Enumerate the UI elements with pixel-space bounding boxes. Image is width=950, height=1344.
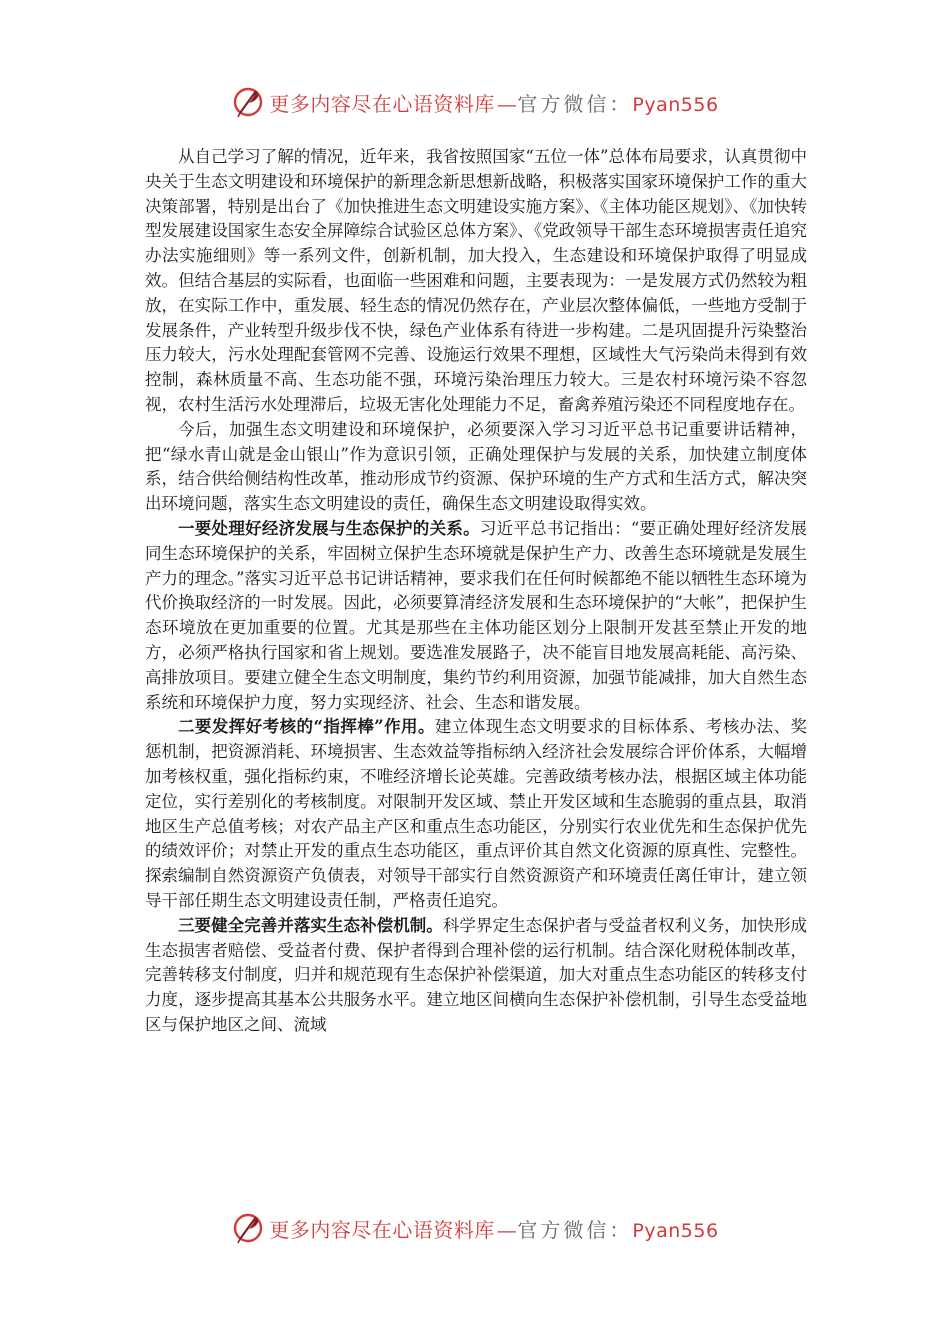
quill-logo-icon bbox=[231, 85, 265, 119]
banner-id: Pyan556 bbox=[632, 93, 719, 116]
paragraph-4-text: 建立体现生态文明要求的目标体系、考核办法、奖惩机制，把资源消耗、环境损害、生态效益等指标纳入经济社会发展综合评价体系，大幅增加考核权重，强化指标约束，不唯经济增长论英雄。完善政绩考核办法，根据区域主体功能定位，实行差别化的考核制度。对限制开发区域、禁止开发区域和生态脆弱的重点县，取消地区生产总值考核；对农产品主产区和重点生态功能区，分别实行农业优先和生态保护优先的绩效评价；对禁止开发的重点生态功能区，重点评价其自然文化资源的原真性、完整性。探索编制自然资源资产负债表，对领导干部实行自然资源资产和环境责任离任审计，建立领导干部任期生态文明建设责任制，严格责任追究。 bbox=[145, 717, 808, 910]
banner-text bbox=[269, 88, 718, 117]
paragraph-4 bbox=[145, 715, 807, 913]
paragraph-5-heading: 三要健全完善并落实生态补偿机制。 bbox=[178, 915, 443, 935]
paragraph-3-text: 习近平总书记指出：“要正确处理好经济发展同生态环境保护的关系，牢固树立保护生态环境就是保护生产力、改善生态环境就是发展生产力的理念。”落实习近平总书记讲话精神，要求我们在任何时候都绝不能以牺牲生态环境为代价换取经济的一时发展。因此，必须要算清经济发展和生态环境保护的“大帐”，把保护生态环境放在更加重要的位置。尤其是那些在主体功能区划分上限制开发甚至禁止开发的地方，必须严格执行国家和省上规划。要选准发展路子，决不能盲目地发展高耗能、高污染、高排放项目。要建立健全生态文明制度，集约节约利用资源，加强节能减排，加大自然生态系统和环境保护力度，努力实现经济、社会、生态和谐发展。 bbox=[145, 518, 808, 712]
banner-separator: — bbox=[496, 91, 518, 116]
paragraph-1 bbox=[145, 145, 807, 418]
banner-brand: 更多内容尽在心语资料库 bbox=[269, 91, 495, 116]
banner-id: Pyan556 bbox=[632, 1219, 719, 1242]
footer-watermark bbox=[0, 1208, 950, 1248]
banner-separator: — bbox=[496, 1217, 518, 1242]
paragraph-2-text: 今后，加强生态文明建设和环境保护，必须要深入学习习近平总书记重要讲话精神，把“绿水青山就是金山银山”作为意识引领，正确处理保护与发展的关系，加快建立制度体系，结合供给侧结构性改革，推动形成节约资源、保护环境的生产方式和生活方式，解决突出环境问题，落实生态文明建设的责任，确保生态文明建设取得实效。 bbox=[145, 419, 807, 514]
banner-brand: 更多内容尽在心语资料库 bbox=[269, 1217, 495, 1242]
banner-label: 官方微信： bbox=[517, 1217, 633, 1242]
banner-text bbox=[269, 1214, 718, 1243]
paragraph-2 bbox=[145, 418, 807, 517]
quill-logo-icon bbox=[231, 1211, 265, 1245]
paragraph-3 bbox=[145, 517, 807, 715]
banner-label: 官方微信： bbox=[517, 91, 633, 116]
paragraph-5-text: 科学界定生态保护者与受益者权利义务，加快形成生态损害者赔偿、受益者付费、保护者得到合理补偿的运行机制。结合深化财税体制改革，完善转移支付制度，归并和规范现有生态保护补偿渠道，加大对重点生态功能区的转移支付力度，逐步提高其基本公共服务水平。建立地区间横向生态保护补偿机制，引导生态受益地区与保护地区之间、流域 bbox=[145, 915, 808, 1034]
document-body bbox=[145, 145, 807, 1038]
paragraph-1-text: 从自己学习了解的情况，近年来，我省按照国家“五位一体”总体布局要求，认真贯彻中央关于生态文明建设和环境保护的新理念新思想新战略，积极落实国家环境保护工作的重大决策部署，特别是出台了《加快推进生态文明建设实施方案》、《主体功能区规划》、《加快转型发展建设国家生态安全屏障综合试验区总体方案》、《党政领导干部生态环境损害责任追究办法实施细则》等一系列文件，创新机制，加大投入，生态建设和环境保护取得了明显成效。但结合基层的实际看，也面临一些困难和问题，主要表现为：一是发展方式仍然较为粗放，在实际工作中，重发展、轻生态的情况仍然存在，产业层次整体偏低，一些地方受制于发展条件，产业转型升级步伐不快，绿色产业体系有待进一步构建。二是巩固提升污染整治压力较大，污水处理配套管网不完善、设施运行效果不理想，区域性大气污染尚未得到有效控制，森林质量不高、生态功能不强，环境污染治理压力较大。三是农村环境污染不容忽视，农村生活污水处理滞后，垃圾无害化处理能力不足，畜禽养殖污染还不同程度地存在。 bbox=[145, 147, 807, 414]
paragraph-3-heading: 一要处理好经济发展与生态保护的关系。 bbox=[178, 518, 480, 538]
paragraph-5 bbox=[145, 914, 807, 1038]
header-watermark bbox=[0, 82, 950, 122]
paragraph-4-heading: 二要发挥好考核的“指挥棒”作用。 bbox=[178, 717, 435, 737]
